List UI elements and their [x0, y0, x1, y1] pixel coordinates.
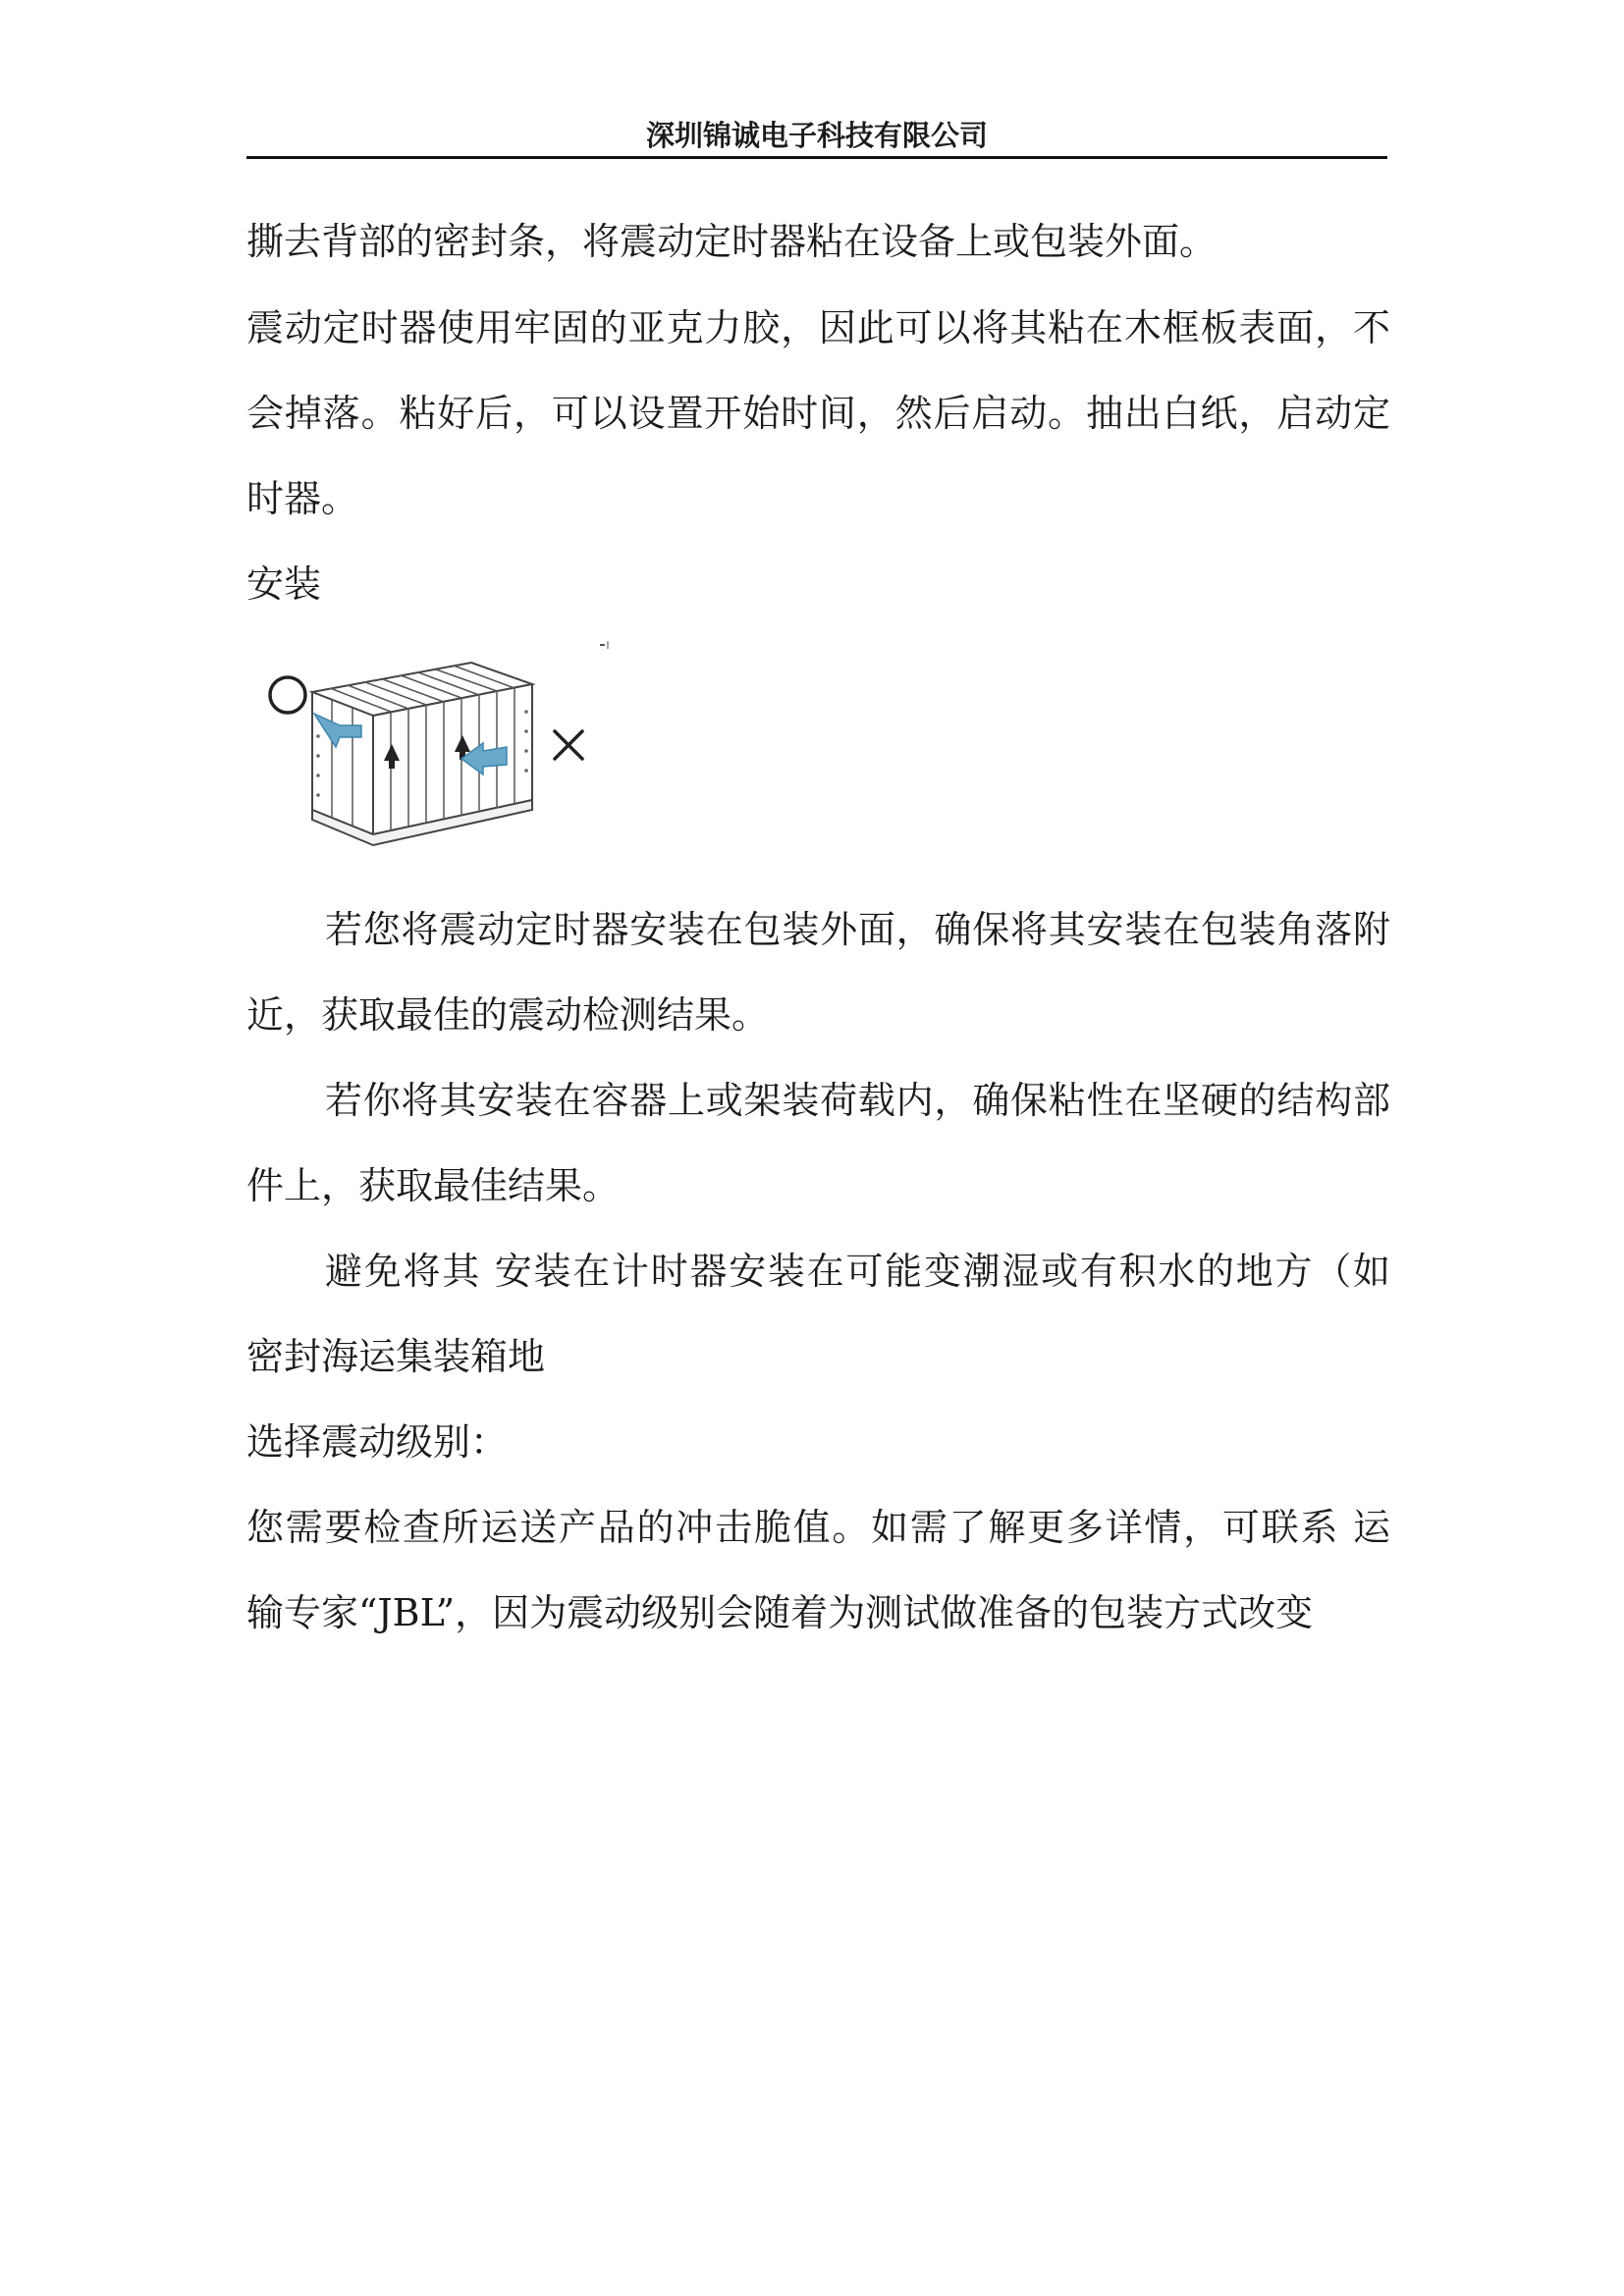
install-diagram: [255, 633, 619, 854]
paragraph-outside-install-line-1: 若您将震动定时器安装在包装外面，确保将其安装在包装角落附: [325, 908, 1390, 951]
install-heading: 安装: [246, 562, 322, 606]
paragraph-adhesive-line-3: 时器。: [246, 477, 359, 520]
paragraph-adhesive-line-1: 震动定时器使用牢固的亚克力胶，因此可以将其粘在木框板表面，不: [246, 306, 1390, 349]
page-header-company: 深圳锦诚电子科技有限公司: [645, 119, 988, 152]
correct-mark-icon: [270, 677, 305, 713]
paragraph-peel-seal: 撕去背部的密封条，将震动定时器粘在设备上或包装外面。: [246, 220, 1218, 263]
header-divider: [246, 156, 1387, 159]
paragraph-adhesive-line-2: 会掉落。粘好后，可以设置开始时间，然后启动。抽出白纸，启动定: [246, 392, 1390, 435]
paragraph-avoid-moisture-line-2: 密封海运集装箱地: [246, 1335, 546, 1378]
paragraph-avoid-moisture-line-1: 避免将其 安装在计时器安装在可能变潮湿或有积水的地方（如: [325, 1250, 1390, 1293]
paragraph-outside-install-line-2: 近，获取最佳的震动检测结果。: [246, 993, 770, 1037]
paragraph-container-install-line-1: 若你将其安装在容器上或架装荷载内，确保粘性在坚硬的结构部: [325, 1079, 1390, 1122]
paragraph-container-install-line-2: 件上，获取最佳结果。: [246, 1164, 621, 1207]
paragraph-shock-level-line-1: 您需要检查所运送产品的冲击脆值。如需了解更多详情，可联系 运: [246, 1506, 1390, 1549]
wrong-mark-icon: [555, 731, 582, 759]
select-level-heading: 选择震动级别：: [246, 1420, 509, 1464]
paragraph-shock-level-line-2: 输专家“JBL”，因为震动级别会随着为测试做准备的包装方式改变: [246, 1591, 1314, 1634]
